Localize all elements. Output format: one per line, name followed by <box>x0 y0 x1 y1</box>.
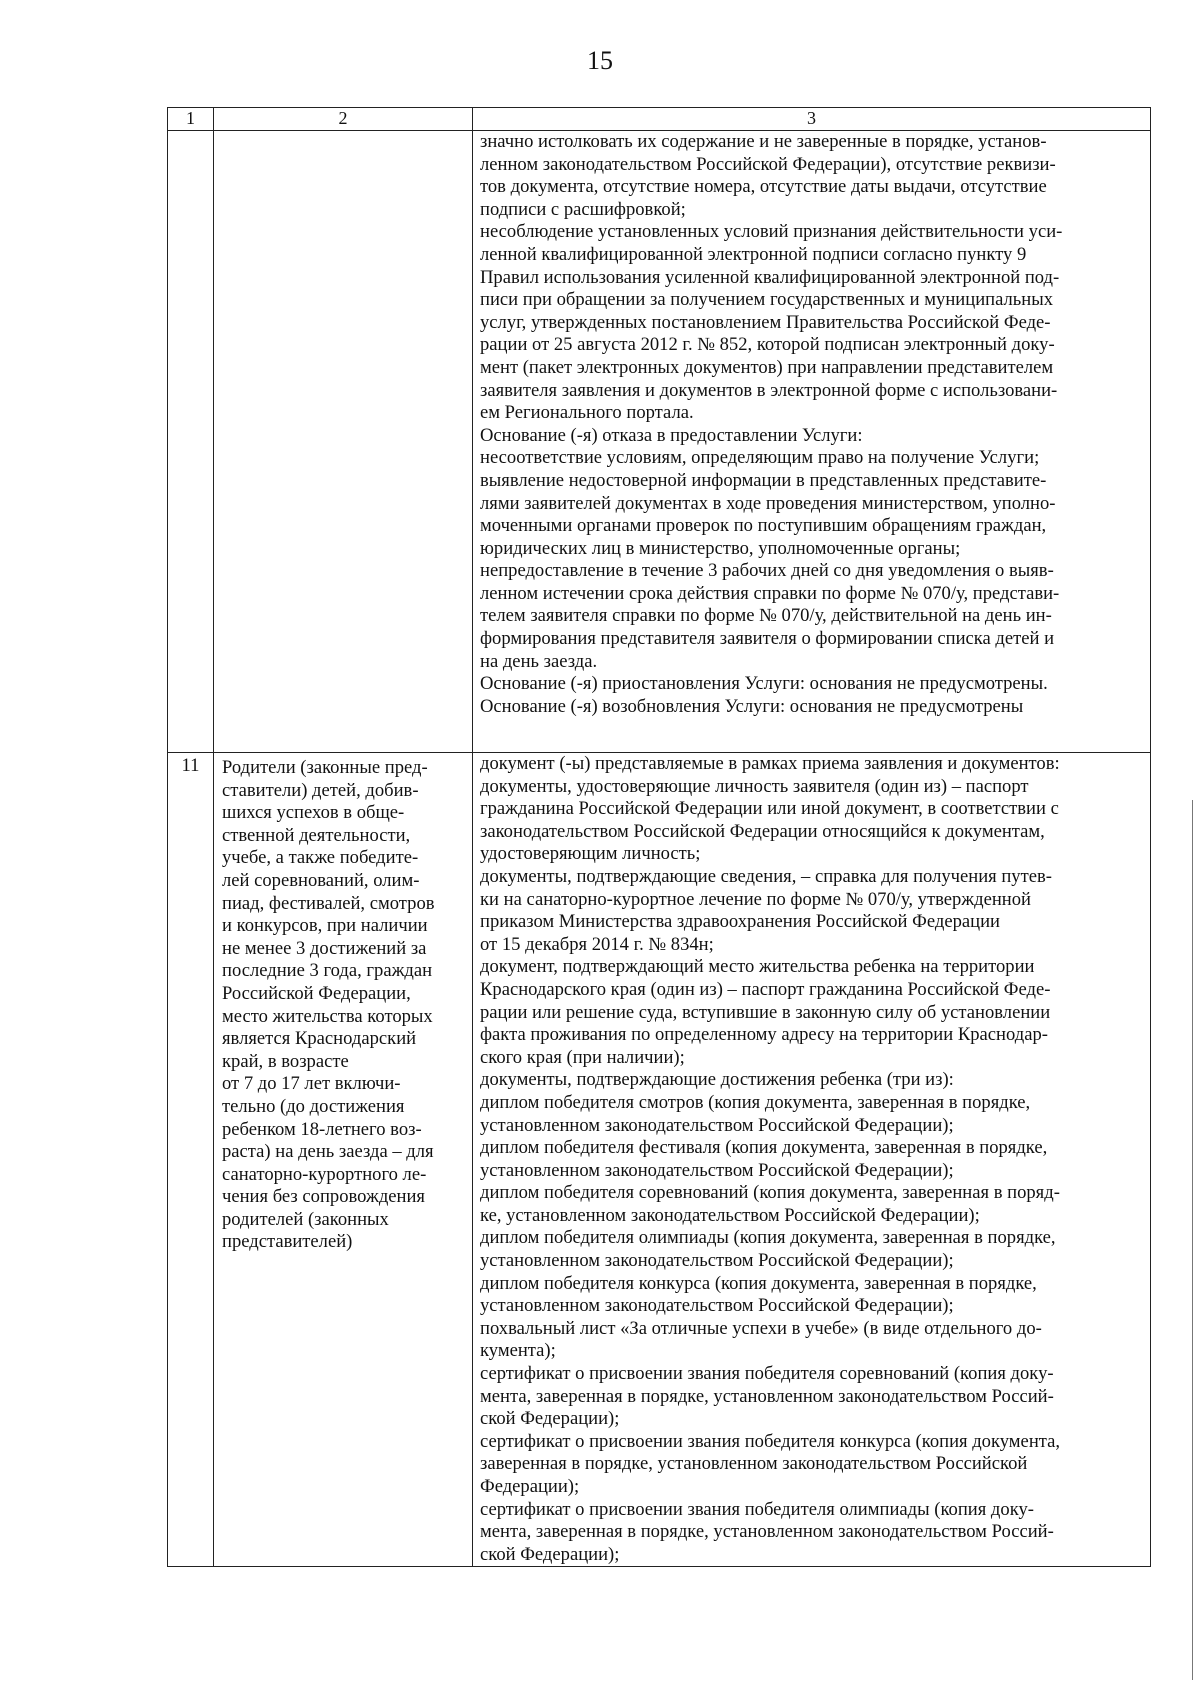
text-line: установленном законодательством Российской Федерации); <box>480 1295 954 1317</box>
text-line: телем заявителя справки по форме № 070/у, действительной на день ин- <box>480 605 1052 627</box>
text-line: Краснодарского края (один из) – паспорт гражданина Российской Феде- <box>480 978 1051 1000</box>
text-line: удостоверяющим личность; <box>480 843 701 865</box>
text-line: от 7 до 17 лет включи- <box>222 1073 401 1095</box>
text-line: рации от 25 августа 2012 г. № 852, которой подписан электронный доку- <box>480 334 1055 356</box>
text-line: услуг, утвержденных постановлением Правительства Российской Феде- <box>480 311 1051 333</box>
text-line: от 15 декабря 2014 г. № 834н; <box>480 933 714 955</box>
text-line: Родители (законные пред- <box>222 757 428 778</box>
text-line: установленном законодательством Российской Федерации); <box>480 1159 954 1181</box>
services-table <box>167 107 1151 1567</box>
text-line: моченными органами проверок по поступившим обращениям граждан, <box>480 515 1047 537</box>
header-col-2: 2 <box>214 108 473 131</box>
header-col-3: 3 <box>473 108 1151 131</box>
table-header-row <box>168 108 1151 131</box>
text-line: рации или решение суда, вступившие в законную силу об установлении <box>480 1001 1051 1023</box>
text-line: несоответствие условиям, определяющим право на получение Услуги; <box>480 447 1040 469</box>
text-line: раста) на день заезда – для <box>222 1141 434 1163</box>
text-line: непредоставление в течение 3 рабочих дней со дня уведомления о выяв- <box>480 560 1054 582</box>
text-line: ребенком 18-летнего воз- <box>222 1118 422 1140</box>
text-line: значно истолковать их содержание и не заверенные в порядке, установ- <box>480 131 1047 152</box>
text-line: документ, подтверждающий место жительства ребенка на территории <box>480 956 1035 978</box>
text-line: Основание (-я) приостановления Услуги: основания не предусмотрены. <box>480 673 1048 695</box>
text-line: заверенная в порядке, установленном законодательством Российской <box>480 1453 1028 1475</box>
text-line: юридических лиц в министерство, уполномоченные органы; <box>480 537 961 559</box>
text-line: ки на санаторно-курортное лечение по форме № 070/у, утвержденной <box>480 888 1031 910</box>
text-line: ского края (при наличии); <box>480 1046 685 1068</box>
text-line: Российской Федерации, <box>222 982 411 1004</box>
text-line: формирования представителя заявителя о формировании списка детей и <box>480 628 1055 650</box>
text-line: диплом победителя соревнований (копия документа, заверенная в поряд- <box>480 1182 1060 1204</box>
text-line: чения без сопровождения <box>222 1186 425 1208</box>
text-line: сертификат о присвоении звания победителя конкурса (копия документа, <box>480 1430 1061 1452</box>
text-line: похвальный лист «За отличные успехи в учебе» (в виде отдельного до- <box>480 1317 1042 1339</box>
table-row <box>168 131 1151 753</box>
documents-cell <box>473 131 1151 753</box>
text-line: сертификат о присвоении звания победителя олимпиады (копия доку- <box>480 1498 1034 1520</box>
text-line: тельно (до достижения <box>222 1095 405 1117</box>
category-cell <box>214 131 473 753</box>
text-line: установленном законодательством Российской Федерации); <box>480 1250 954 1272</box>
header-col-1: 1 <box>168 108 214 131</box>
text-line: законодательством Российской Федерации относящийся к документам, <box>480 820 1045 842</box>
text-line: ем Регионального портала. <box>480 402 694 424</box>
text-line: ской Федерации); <box>480 1543 620 1565</box>
text-line: писи при обращении за получением государственных и муниципальных <box>480 289 1054 311</box>
text-line: край, в возрасте <box>222 1050 349 1072</box>
text-line: ственной деятельности, <box>222 824 411 846</box>
text-line: заявителя заявления и документов в электронной форме с использовани- <box>480 379 1058 401</box>
text-line: несоблюдение установленных условий признания действительности уси- <box>480 221 1063 243</box>
text-line: Правил использования усиленной квалифицированной электронной под- <box>480 266 1060 288</box>
text-line: документы, удостоверяющие личность заявителя (один из) – паспорт <box>480 775 1029 797</box>
page-number: 15 <box>587 46 613 75</box>
text-line: документы, подтверждающие достижения ребенка (три из): <box>480 1069 954 1091</box>
documents-cell <box>473 753 1151 1567</box>
text-line: ставители) детей, добив- <box>222 779 419 801</box>
category-cell <box>214 753 473 1567</box>
text-line: диплом победителя олимпиады (копия документа, заверенная в порядке, <box>480 1227 1056 1249</box>
text-line: диплом победителя смотров (копия документа, заверенная в порядке, <box>480 1091 1031 1113</box>
text-line: мент (пакет электронных документов) при направлении представителем <box>480 356 1054 378</box>
row-number: 11 <box>168 753 214 1567</box>
scan-edge-line <box>1192 800 1193 1680</box>
text-line: тов документа, отсутствие номера, отсутствие даты выдачи, отсутствие <box>480 176 1047 198</box>
text-line: документы, подтверждающие сведения, – справка для получения путев- <box>480 865 1052 887</box>
text-line: диплом победителя фестиваля (копия документа, заверенная в порядке, <box>480 1137 1048 1159</box>
text-line: Основание (-я) отказа в предоставлении Услуги: <box>480 424 863 446</box>
text-line: документ (-ы) представляемые в рамках приема заявления и документов: <box>480 753 1060 774</box>
text-line: лей соревнований, олим- <box>222 869 420 891</box>
text-line: ленном истечении срока действия справки по форме № 070/у, представи- <box>480 582 1060 604</box>
text-line: и конкурсов, при наличии <box>222 915 428 937</box>
text-line: ке, установленном законодательством Российской Федерации); <box>480 1204 980 1226</box>
text-line: шихся успехов в обще- <box>222 802 405 824</box>
text-line: кумента); <box>480 1340 556 1362</box>
row-number <box>168 131 214 753</box>
text-line: ленном законодательством Российской Федерации), отсутствие реквизи- <box>480 153 1056 175</box>
text-line: мента, заверенная в порядке, установленном законодательством Россий- <box>480 1521 1054 1543</box>
text-line: учебе, а также победите- <box>222 847 419 869</box>
text-line: Основание (-я) возобновления Услуги: основания не предусмотрены <box>480 695 1024 717</box>
text-line: Федерации); <box>480 1476 580 1497</box>
text-line: лями заявителей документах в ходе проведения министерством, уполно- <box>480 492 1056 514</box>
text-line: установленном законодательством Российской Федерации); <box>480 1114 954 1136</box>
text-line: место жительства которых <box>222 1005 433 1027</box>
text-line: представителей) <box>222 1231 353 1253</box>
text-line: не менее 3 достижений за <box>222 937 427 959</box>
text-line: факта проживания по определенному адресу на территории Краснодар- <box>480 1024 1048 1046</box>
text-line: санаторно-курортного ле- <box>222 1163 427 1185</box>
text-line: сертификат о присвоении звания победителя соревнований (копия доку- <box>480 1363 1054 1385</box>
table-row <box>168 753 1151 1567</box>
text-line: приказом Министерства здравоохранения Российской Федерации <box>480 911 1000 933</box>
text-line: родителей (законных <box>222 1208 389 1230</box>
text-line: подписи с расшифровкой; <box>480 198 686 220</box>
text-line: последние 3 года, граждан <box>222 960 433 982</box>
text-line: на день заезда. <box>480 650 598 672</box>
text-line: диплом победителя конкурса (копия документа, заверенная в порядке, <box>480 1272 1037 1294</box>
text-line: выявление недостоверной информации в представленных представите- <box>480 469 1047 491</box>
text-line: ленной квалифицированной электронной подписи согласно пункту 9 <box>480 243 1027 265</box>
text-line: ской Федерации); <box>480 1408 620 1430</box>
text-line: мента, заверенная в порядке, установленном законодательством Россий- <box>480 1385 1054 1407</box>
text-line: пиад, фестивалей, смотров <box>222 892 435 914</box>
text-line: является Краснодарский <box>222 1028 417 1050</box>
text-line: гражданина Российской Федерации или иной документ, в соответствии с <box>480 798 1059 820</box>
